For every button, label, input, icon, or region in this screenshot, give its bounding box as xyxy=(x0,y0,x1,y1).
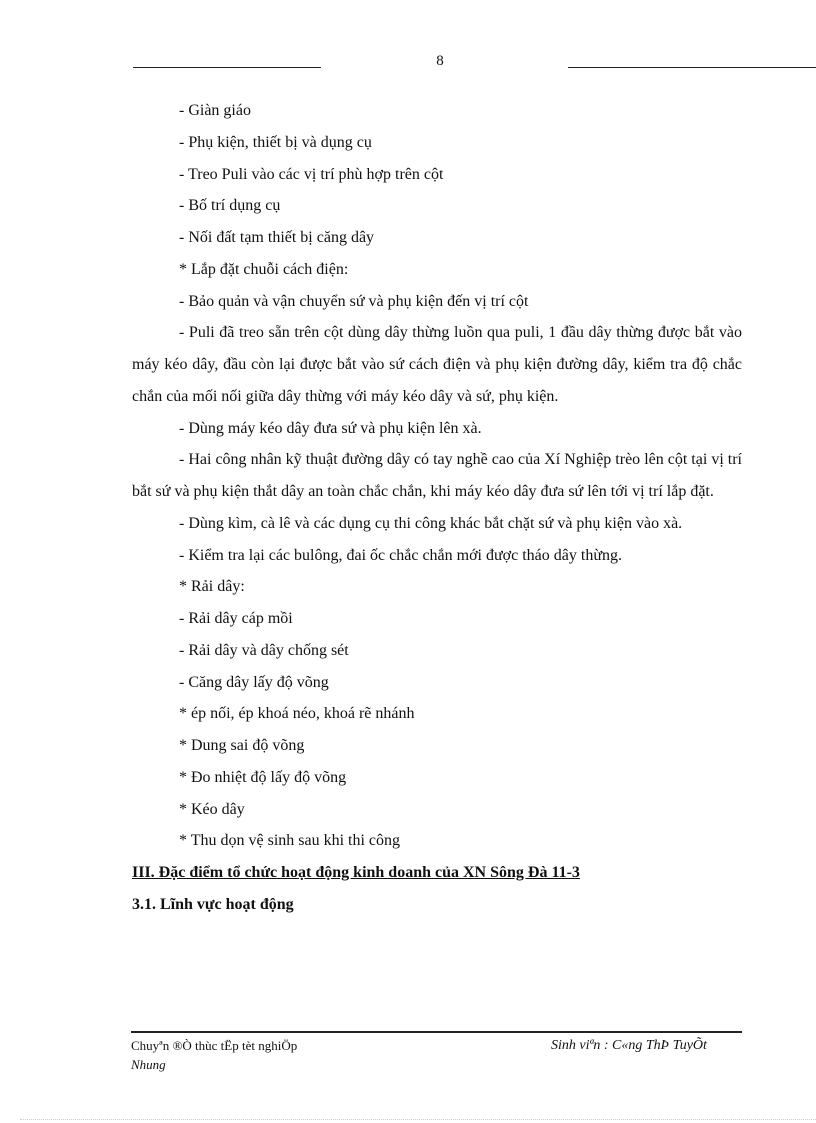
body-line: - Kiểm tra lại các bulông, đai ốc chắc chắn mới được tháo dây thừng. xyxy=(179,546,622,564)
body-line: * Lắp đặt chuỗi cách điện: xyxy=(179,260,349,278)
body-paragraph: - Hai công nhân kỹ thuật đường dây có tay nghề cao của Xí Nghiệp trèo lên cột tại vị trí bắt sứ và phụ kiện thắt dây an toàn chắc chắn, khi máy kéo dây đưa sứ lên tới vị trí lắp đặt. xyxy=(132,451,742,500)
body-line: - Nối đất tạm thiết bị căng dây xyxy=(179,229,375,246)
body-line: - Treo Puli vào các vị trí phù hợp trên cột xyxy=(179,165,444,183)
body-line: * ép nối, ép khoá néo, khoá rẽ nhánh xyxy=(179,705,415,723)
body-line: * Kéo dây xyxy=(179,800,245,818)
body-line: * Rải dây: xyxy=(179,578,245,596)
footer-document-title: Chuyªn ®Ò thùc tËp tèt nghiÖp xyxy=(131,1038,298,1053)
body-line: - Rải dây và dây chống sét xyxy=(179,641,349,659)
body-line: - Căng dây lấy độ võng xyxy=(179,673,329,691)
footer-student-name: Sinh viªn : C«ng ThÞ TuyÕt xyxy=(551,1038,707,1053)
body-line: - Rải dây cáp mồi xyxy=(179,610,293,627)
header-rule-left xyxy=(133,67,321,68)
body-line: - Dùng kìm, cà lê và các dụng cụ thi công khác bắt chặt sứ và phụ kiện vào xà. xyxy=(179,514,683,532)
subsection-heading: 3.1. Lĩnh vực hoạt động xyxy=(132,895,294,913)
body-line: - Dùng máy kéo dây đưa sứ và phụ kiện lên xà. xyxy=(179,419,482,437)
section-heading: III. Đặc điểm tổ chức hoạt động kinh doanh của XN Sông Đà 11-3 xyxy=(132,864,580,881)
page-number: 8 xyxy=(436,53,444,69)
body-line: - Bảo quản và vận chuyển sứ và phụ kiện đến vị trí cột xyxy=(179,292,529,310)
footer-left xyxy=(131,1036,297,1074)
footer-rule xyxy=(131,1031,742,1033)
document-body xyxy=(132,95,742,921)
body-line: - Bố trí dụng cụ xyxy=(179,197,281,215)
body-line: - Giàn giáo xyxy=(179,102,251,119)
body-paragraph: - Puli đã treo sẵn trên cột dùng dây thừng luồn qua puli, 1 đầu dây thừng được bắt vào máy kéo dây, đầu còn lại được bắt vào sứ cách điện và phụ kiện đường dây, kiểm tra độ chắc chắn của mối nối giữa dây thừng với máy kéo dây và sứ, phụ kiện. xyxy=(132,324,742,405)
body-line: * Đo nhiệt độ lấy độ võng xyxy=(179,768,347,786)
body-line: * Thu dọn vệ sinh sau khi thi công xyxy=(179,832,401,850)
body-line: - Phụ kiện, thiết bị và dụng cụ xyxy=(179,133,372,151)
page-bottom-border xyxy=(20,1119,816,1120)
body-line: * Dung sai độ võng xyxy=(179,737,305,754)
footer-author-name: Nhung xyxy=(131,1057,166,1072)
header-rule-right xyxy=(568,67,816,68)
